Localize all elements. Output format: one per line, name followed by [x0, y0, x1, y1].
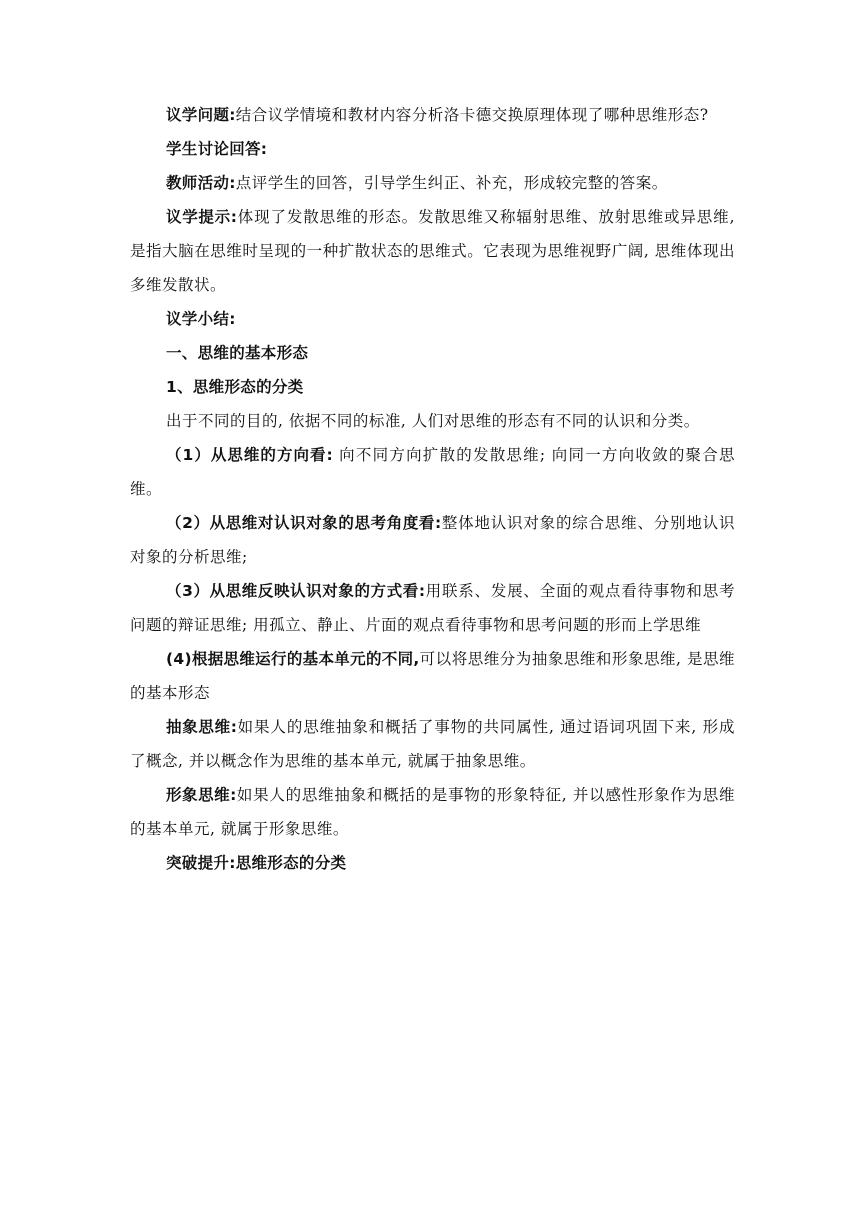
paragraph-item-3 [130, 574, 735, 642]
text-abstract-thinking: 如果人的思维抽象和概括了事物的共同属性, 通过语词巩固下来, 形成了概念, 并以概念作为思维的基本单元, 就属于抽象思维。 [130, 718, 736, 770]
text-discussion-hint: 体现了发散思维的形态。发散思维又称辐射思维、放射思维或异思维, 是指大脑在思维时呈现的一种扩散状态的思维式。它表现为思维视野广阔, 思维体现出多维发散状。 [130, 208, 736, 294]
paragraph-discussion-question [130, 98, 735, 132]
label-abstract-thinking: 抽象思维: [166, 718, 238, 736]
paragraph-abstract-thinking [130, 710, 735, 778]
text-image-thinking: 如果人的思维抽象和概括的是事物的形象特征, 并以感性形象作为思维的基本单元, 就属于形象思维。 [130, 786, 736, 838]
label-discussion-summary: 议学小结: [166, 310, 236, 328]
heading-classification [130, 370, 735, 404]
label-item-1: （1）从思维的方向看: [166, 446, 334, 464]
label-item-2: （2）从思维对认识对象的思考角度看: [166, 514, 442, 532]
paragraph-breakthrough [130, 846, 735, 880]
label-item-4: (4)根据思维运行的基本单元的不同, [166, 650, 420, 668]
text-teacher-activity: 点评学生的回答，引导学生纠正、补充，形成较完整的答案。 [235, 174, 668, 192]
label-breakthrough: 突破提升: [166, 854, 236, 872]
document-page [130, 98, 735, 880]
heading-classification-text: 1、思维形态的分类 [166, 378, 304, 396]
paragraph-classification-intro [130, 404, 735, 438]
paragraph-discussion-hint [130, 200, 735, 302]
paragraph-image-thinking [130, 778, 735, 846]
paragraph-item-2 [130, 506, 735, 574]
label-student-answer: 学生讨论回答: [166, 140, 268, 158]
paragraph-item-4 [130, 642, 735, 710]
label-discussion-hint: 议学提示: [166, 208, 238, 226]
text-item-1: 向不同方向扩散的发散思维; 向同一方向收敛的聚合思维。 [130, 446, 735, 498]
text-item-4: 可以将思维分为抽象思维和形象思维, 是思维的基本形态 [130, 650, 735, 702]
paragraph-item-1 [130, 438, 735, 506]
paragraph-teacher-activity [130, 166, 735, 200]
text-item-3: 用联系、发展、全面的观点看待事物和思考问题的辩证思维; 用孤立、静止、片面的观点看待事物和思考问题的形而上学思维 [130, 582, 735, 634]
heading-basic-forms [130, 336, 735, 370]
label-discussion-question: 议学问题: [166, 106, 236, 124]
text-classification-intro: 出于不同的目的, 依据不同的标准, 人们对思维的形态有不同的认识和分类。 [166, 412, 700, 430]
paragraph-discussion-summary [130, 302, 735, 336]
text-discussion-question: 结合议学情境和教材内容分析洛卡德交换原理体现了哪种思维形态? [235, 106, 709, 124]
text-breakthrough: 思维形态的分类 [235, 854, 347, 872]
label-image-thinking: 形象思维: [166, 786, 237, 804]
paragraph-student-answer [130, 132, 735, 166]
heading-basic-forms-text: 一、思维的基本形态 [166, 344, 309, 362]
label-item-3: （3）从思维反映认识对象的方式看: [166, 582, 426, 600]
text-item-2: 整体地认识对象的综合思维、分别地认识对象的分析思维; [130, 514, 735, 566]
label-teacher-activity: 教师活动: [166, 174, 236, 192]
